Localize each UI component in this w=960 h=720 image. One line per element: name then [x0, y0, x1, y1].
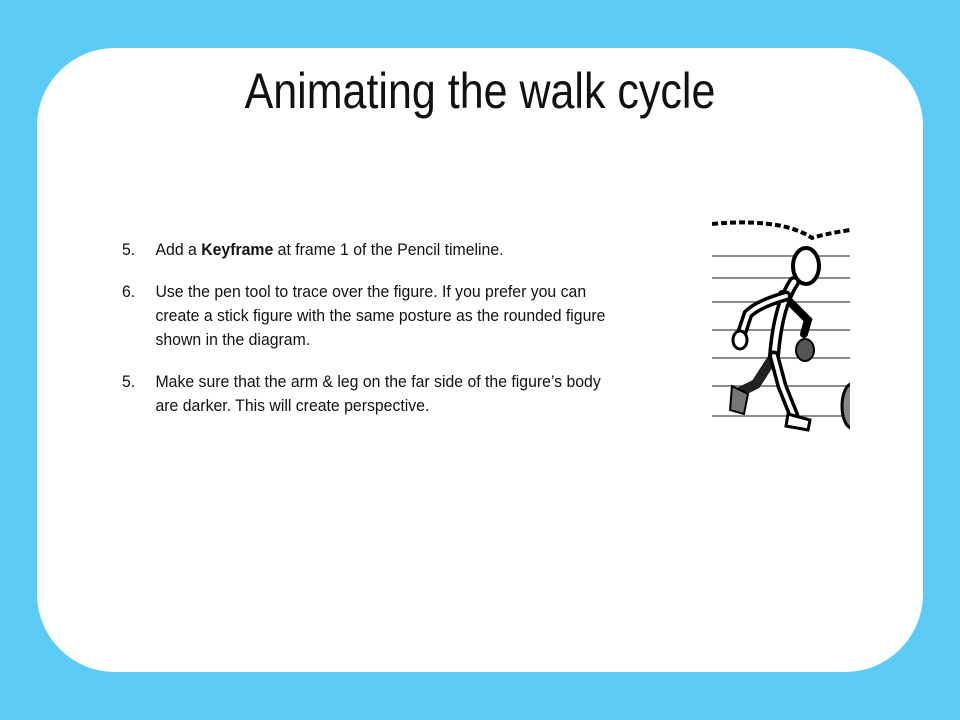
step-text-after: at frame 1 of the Pencil timeline.: [273, 240, 504, 259]
step-number: 5.: [122, 240, 136, 259]
keyframe-term: Keyframe: [201, 240, 274, 259]
step-item: [122, 370, 624, 418]
walking-figure-image: [712, 216, 850, 438]
step-item: [122, 280, 624, 352]
step-number: 6.: [122, 282, 136, 301]
slide-title: Animating the walk cycle: [244, 63, 716, 119]
step-text-before: Add a: [155, 240, 202, 259]
walking-stick-figure-icon: [712, 216, 850, 438]
step-text: Make sure that the arm & leg on the far side of the figure’s body are darker. This will create perspective.: [155, 372, 601, 415]
step-text: Use the pen tool to trace over the figure. If you prefer you can create a stick figure with the same posture as the rounded figure shown in the diagram.: [155, 282, 606, 349]
step-text: [155, 238, 624, 262]
step-number: 5.: [122, 372, 136, 391]
step-item: [122, 238, 624, 262]
steps-list: [122, 238, 624, 436]
